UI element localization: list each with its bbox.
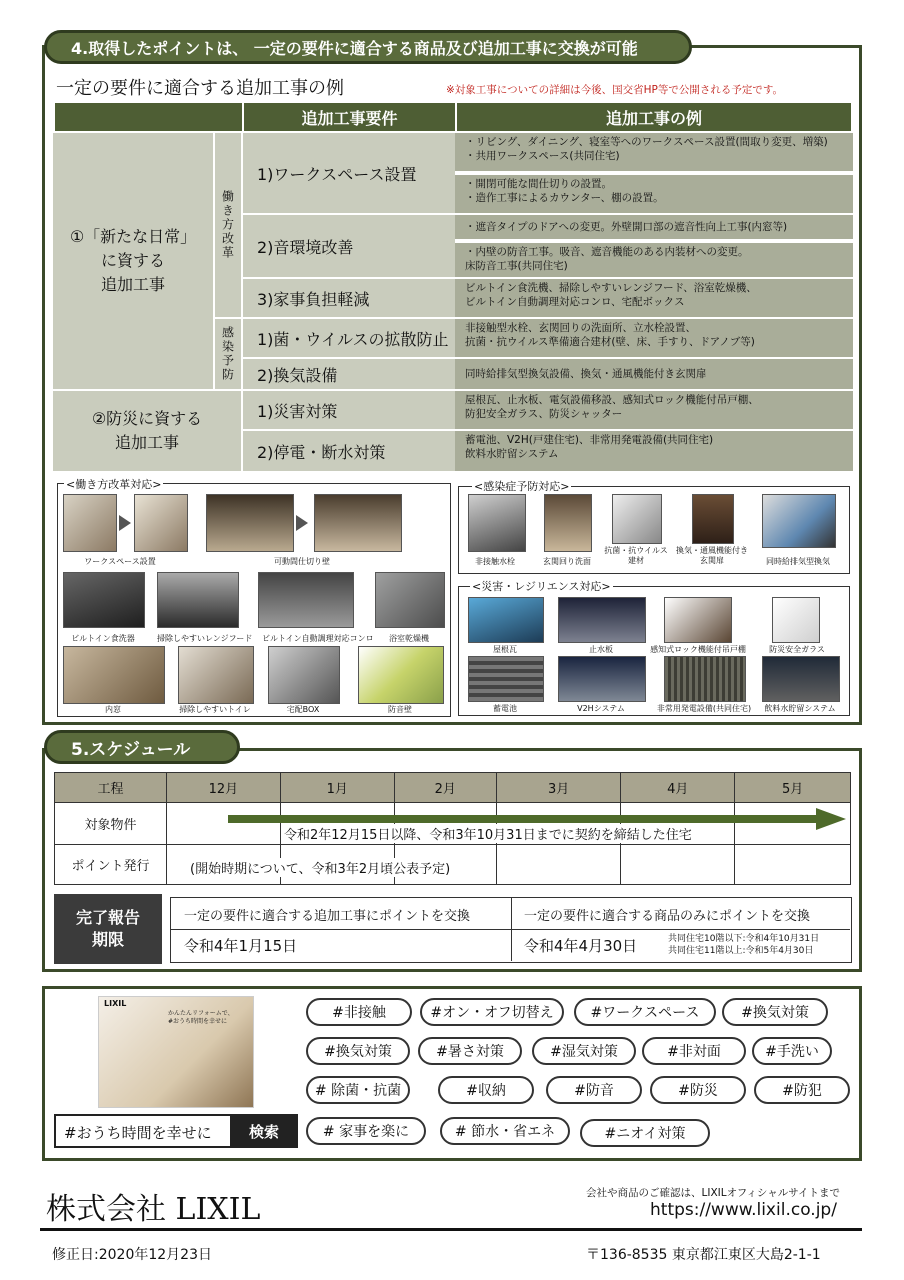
hashtag[interactable]: #湿気対策 — [532, 1037, 636, 1065]
cap-bath-dryer: 浴室乾燥機 — [389, 634, 429, 643]
ex-sound-2: ・内壁の防音工事。吸音、遮音機能のある内装材への変更。 床防音工事(共同住宅) — [455, 243, 853, 277]
cap-vent-system: 同時給排気型換気 — [766, 557, 830, 566]
hashtag[interactable]: #オン・オフ切替え — [420, 998, 564, 1026]
hashtag[interactable]: # 家事を楽に — [306, 1117, 426, 1145]
hashtag[interactable]: #非接触 — [306, 998, 412, 1026]
month-4: 4月 — [621, 773, 735, 803]
photo-toilet — [178, 646, 254, 704]
photo-battery — [468, 656, 544, 702]
photo-safety-glass — [772, 597, 820, 643]
photo-entrance-washbasin — [544, 494, 592, 552]
month-2: 2月 — [394, 773, 496, 803]
cap-soundproof-wall: 防音壁 — [388, 705, 412, 714]
cap-battery: 蓄電池 — [493, 704, 517, 713]
works-table-body — [53, 133, 853, 471]
cap-delivery-box: 宅配BOX — [286, 705, 320, 714]
address: 〒136-8535 東京都江東区大島2-1-1 — [586, 1247, 821, 1263]
cap-ventilation-door: 換気・通風機能付き 玄関扉 — [676, 546, 748, 565]
promo-catch: かんたんリフォームで、 #おうち時間を幸せに — [168, 1010, 234, 1025]
month-12: 12月 — [166, 773, 280, 803]
section4-title: 4.取得したポイントは、 一定の要件に適合する商品及び追加工事に交換が可能 — [44, 30, 692, 64]
photo-touchless-faucet — [468, 494, 526, 552]
hashtag[interactable]: #換気対策 — [306, 1037, 410, 1065]
col-requirement: 追加工事要件 — [243, 102, 456, 132]
photo-vent-system — [762, 494, 836, 548]
row-points: ポイント発行 — [55, 845, 167, 885]
hashtag[interactable]: #防災 — [650, 1076, 746, 1104]
ex-sound-1: ・遮音タイプのドアへの変更。外壁開口部の遮音性向上工事(内窓等) — [455, 215, 853, 239]
deadline-note: 共同住宅10階以下:令和4年10月31日 共同住宅11階以上:令和5年4月30日 — [668, 934, 820, 956]
cap-toilet: 掃除しやすいトイレ — [179, 705, 251, 714]
ex-workspace-1: ・リビング、ダイニング、寝室等へのワークスペース設置(間取り変更、増築) ・共用ワークスペース(共同住宅) — [455, 133, 853, 171]
photo-workspace-after — [134, 494, 188, 552]
promo-brand: LIXIL — [104, 999, 127, 1008]
month-3: 3月 — [496, 773, 620, 803]
deadline-date2: 令和4年4月30日 — [524, 937, 638, 955]
photo-water-storage — [762, 656, 840, 702]
site-url[interactable]: https://www.lixil.co.jp/ — [650, 1200, 837, 1220]
cap-locking-cabinet: 感知式ロック機能付吊戸棚 — [650, 645, 746, 654]
hashtag[interactable]: #ワークスペース — [574, 998, 716, 1026]
ex-outage: 蓄電池、V2H(戸建住宅)、非常用発電設備(共同住宅) 飲料水貯留システム — [455, 431, 853, 471]
cap-inner-window: 内窓 — [105, 705, 121, 714]
schedule-arrow — [228, 815, 818, 823]
photo-bath-dryer — [375, 572, 445, 628]
col-example: 追加工事の例 — [456, 102, 852, 132]
cap-rangehood: 掃除しやすいレンジフード — [157, 634, 253, 643]
col-process: 工程 — [55, 773, 167, 803]
req-disaster: 1)災害対策 — [243, 391, 455, 429]
cap-flood-board: 止水板 — [589, 645, 613, 654]
cap-generator: 非常用発電設備(共同住宅) — [656, 704, 752, 713]
category-new-normal: ①「新たな日常」 に資する 追加工事 — [53, 133, 213, 389]
row-target: 対象物件 — [55, 803, 167, 845]
photo-roof-tile — [468, 597, 544, 643]
photo-generator — [664, 656, 746, 702]
hashtag[interactable]: #収納 — [438, 1076, 534, 1104]
cap-safety-glass: 防災安全ガラス — [769, 645, 825, 654]
target-period-text: 令和2年12月15日以降、令和3年10月31日までに契約を締結した住宅 — [282, 824, 694, 843]
photo-v2h — [558, 656, 646, 702]
revised-date: 修正日:2020年12月23日 — [52, 1247, 212, 1263]
cap-v2h: V2Hシステム — [577, 704, 625, 713]
cap-workspace: ワークスペース設置 — [84, 557, 156, 566]
hashtag[interactable]: #換気対策 — [722, 998, 828, 1026]
ex-virus: 非接触型水栓、玄関回りの洗面所、立水栓設置、 抗菌・抗ウイルス準備適合建材(壁、床、手すり、ドアノブ等) — [455, 319, 853, 357]
footer-divider — [40, 1228, 862, 1231]
photo-locking-cabinet — [664, 597, 732, 643]
hashtag[interactable]: # 除菌・抗菌 — [306, 1076, 410, 1104]
cap-touchless-faucet: 非接触水栓 — [475, 557, 515, 566]
photo-inner-window — [63, 646, 165, 704]
cap-entrance-washbasin: 玄関回り洗面 — [543, 557, 591, 566]
search-text: #おうち時間を幸せに — [64, 1124, 212, 1142]
section5-title: 5.スケジュール — [44, 730, 240, 764]
company-name: 株式会社 LIXIL — [46, 1192, 261, 1227]
hashtag[interactable]: #暑さ対策 — [418, 1037, 522, 1065]
photo-partition — [206, 494, 294, 552]
section4-note: ※対象工事についての詳細は今後、国交省HP等で公開される予定です。 — [446, 84, 783, 96]
hashtag[interactable]: #防犯 — [754, 1076, 850, 1104]
deadline-date1: 令和4年1月15日 — [184, 937, 298, 955]
search-button[interactable]: 検索 — [230, 1114, 298, 1148]
photo-ventilation-door — [692, 494, 734, 544]
contact-note: 会社や商品のご確認は、LIXILオフィシャルサイトまで — [586, 1187, 840, 1199]
req-workspace: 1)ワークスペース設置 — [243, 133, 455, 213]
cap-water-storage: 飲料水貯留システム — [764, 704, 836, 713]
photo-delivery-box — [268, 646, 340, 704]
req-outage: 2)停電・断水対策 — [243, 431, 455, 471]
ex-disaster: 屋根瓦、止水板、電気設備移設、感知式ロック機能付吊戸棚、 防犯安全ガラス、防災シャッター — [455, 391, 853, 429]
photo-workspace — [63, 494, 117, 552]
photo-soundproof-wall — [358, 646, 444, 704]
hashtag[interactable]: #ニオイ対策 — [580, 1119, 710, 1147]
arrow-head-icon — [816, 808, 846, 830]
photo-rangehood — [157, 572, 239, 628]
hashtag[interactable]: # 節水・省エネ — [440, 1117, 570, 1145]
sub-work-reform: 働き方改革 — [215, 133, 241, 317]
deadline-col1: 一定の要件に適合する追加工事にポイントを交換 — [184, 909, 471, 924]
ex-workspace-2: ・開閉可能な間仕切りの設置。 ・造作工事によるカウンター、棚の設置。 — [455, 175, 853, 213]
hashtag[interactable]: #手洗い — [752, 1037, 832, 1065]
panel-disaster-label: <災害・レジリエンス対応> — [472, 580, 611, 593]
cap-dishwasher: ビルトイン食洗器 — [71, 634, 135, 643]
category-disaster: ②防災に資する 追加工事 — [53, 391, 241, 471]
req-housework: 3)家事負担軽減 — [243, 279, 455, 317]
cap-partition: 可動間仕切り壁 — [274, 557, 330, 566]
hashtag[interactable]: #防音 — [546, 1076, 642, 1104]
section4-heading: 一定の要件に適合する追加工事の例 — [56, 78, 344, 99]
arrow-icon — [119, 515, 131, 531]
deadline-label: 完了報告 期限 — [54, 894, 162, 964]
hashtag[interactable]: #非対面 — [642, 1037, 746, 1065]
req-sound: 2)音環境改善 — [243, 215, 455, 277]
photo-stove — [258, 572, 354, 628]
photo-antibacterial — [612, 494, 662, 544]
month-5: 5月 — [735, 773, 851, 803]
works-table — [53, 101, 853, 133]
panel-infection-label: <感染症予防対応> — [474, 480, 570, 493]
sub-infection: 感染予防 — [215, 319, 241, 389]
req-ventilation: 2)換気設備 — [243, 359, 455, 389]
month-1: 1月 — [280, 773, 394, 803]
arrow-icon — [296, 515, 308, 531]
req-virus: 1)菌・ウイルスの拡散防止 — [243, 319, 455, 357]
ex-ventilation: 同時給排気型換気設備、換気・通風機能付き玄関扉 — [455, 359, 853, 389]
cap-roof-tile: 屋根瓦 — [493, 645, 517, 654]
ex-housework: ビルトイン食洗機、掃除しやすいレンジフード、浴室乾燥機、 ビルトイン自動調理対応コンロ、宅配ボックス — [455, 279, 853, 317]
photo-dishwasher — [63, 572, 145, 628]
photo-partition-after — [314, 494, 402, 552]
points-start-text: (開始時期について、令和3年2月頃公表予定) — [190, 858, 450, 877]
cap-stove: ビルトイン自動調理対応コンロ — [262, 634, 374, 643]
cap-antibacterial: 抗菌・抗ウイルス 建材 — [604, 546, 668, 565]
panel-work-label: <働き方改革対応> — [66, 478, 162, 491]
deadline-col2: 一定の要件に適合する商品のみにポイントを交換 — [524, 909, 811, 924]
photo-flood-board — [558, 597, 646, 643]
